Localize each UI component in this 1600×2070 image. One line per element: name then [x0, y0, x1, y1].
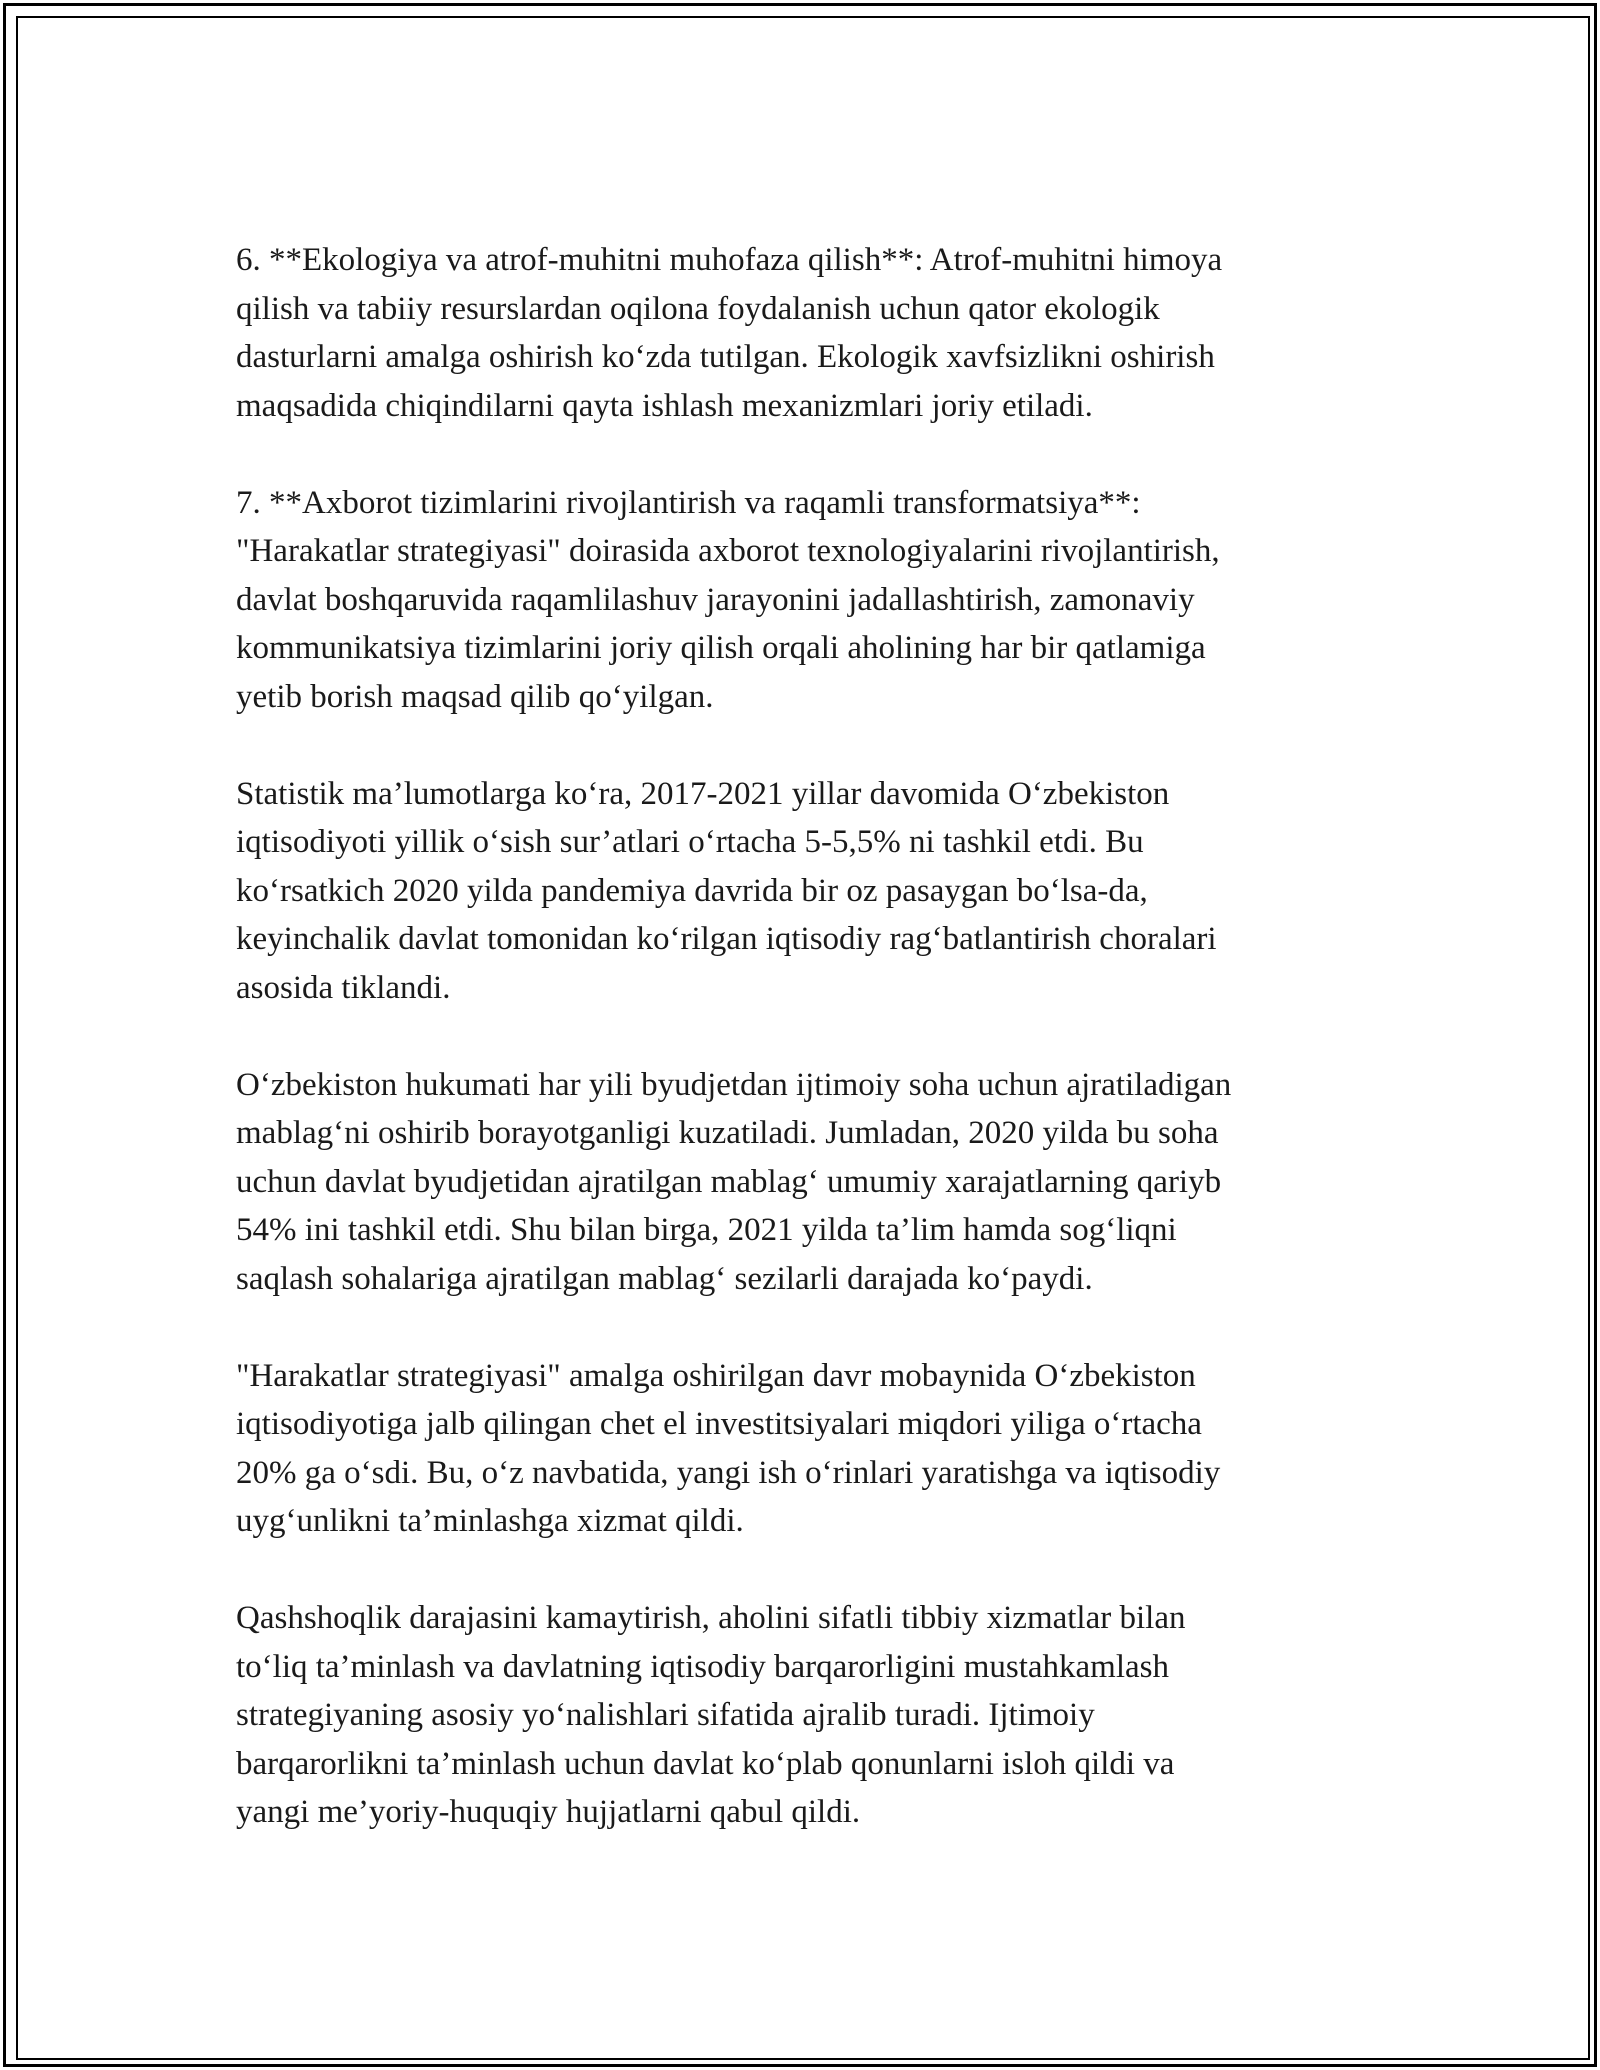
- paragraph-ecology: 6. **Ekologiya va atrof-muhitni muhofaza qilish**: Atrof-muhitni himoya qilish va tabiiy resurslardan oqilona foydalanish uchun qator ekologik dasturlarni amalga oshirish ko‘zda tutilgan. Ekologik xavfsizlikni oshirish maqsadida chiqindilarni qayta ishlash mexanizmlari joriy etiladi.: [236, 242, 1223, 424]
- paragraph-poverty-reduction: Qashshoqlik darajasini kamaytirish, aholini sifatli tibbiy xizmatlar bilan to‘liq ta’minlash va davlatning iqtisodiy barqarorligini mustahkamlash strategiyaning asosiy yo‘nalishlari sifatida ajralib turadi. Ijtimoiy barqarorlikni ta’minlash uchun davlat ko‘plab qonunlarni isloh qildi va yangi me’yoriy-huquqiy hujjatlarni qabul qildi.: [236, 1600, 1186, 1830]
- paragraph-digital-transformation: 7. **Axborot tizimlarini rivojlantirish va raqamli transformatsiya**: "Harakatlar strategiyasi" doirasida axborot texnologiyalarini rivojlantirish, davlat boshqaruvida raqamlilashuv jarayonini jadallashtirish, zamonaviy kommunikatsiya tizimlarini joriy qilish orqali aholining har bir qatlamiga yetib borish maqsad qilib qo‘yilgan.: [236, 484, 1220, 715]
- paragraph-foreign-investment: "Harakatlar strategiyasi" amalga oshirilgan davr mobaynida O‘zbekiston iqtisodiyotiga jalb qilingan chet el investitsiyalari miqdori yiliga o‘rtacha 20% ga o‘sdi. Bu, o‘z navbatida, yangi ish o‘rinlari yaratishga va iqtisodiy uyg‘unlikni ta’minlashga xizmat qildi.: [236, 1357, 1221, 1539]
- paragraph-economic-growth: Statistik ma’lumotlarga ko‘ra, 2017-2021 yillar davomida O‘zbekiston iqtisodiyoti yillik o‘sish sur’atlari o‘rtacha 5-5,5% ni tashkil etdi. Bu ko‘rsatkich 2020 yilda pandemiya davrida bir oz pasaygan bo‘lsa-da, keyinchalik davlat tomonidan ko‘rilgan iqtisodiy rag‘batlantirish choralari asosida tiklandi.: [236, 775, 1217, 1006]
- document-body: [236, 236, 1366, 1885]
- paragraph-social-budget: O‘zbekiston hukumati har yili byudjetdan ijtimoiy soha uchun ajratiladigan mablag‘ni oshirib borayotganligi kuzatiladi. Jumladan, 2020 yilda bu soha uchun davlat byudjetidan ajratilgan mablag‘ umumiy xarajatlarning qariyb 54% ini tashkil etdi. Shu bilan birga, 2021 yilda ta’lim hamda sog‘liqni saqlash sohalariga ajratilgan mablag‘ sezilarli darajada ko‘paydi.: [236, 1066, 1232, 1297]
